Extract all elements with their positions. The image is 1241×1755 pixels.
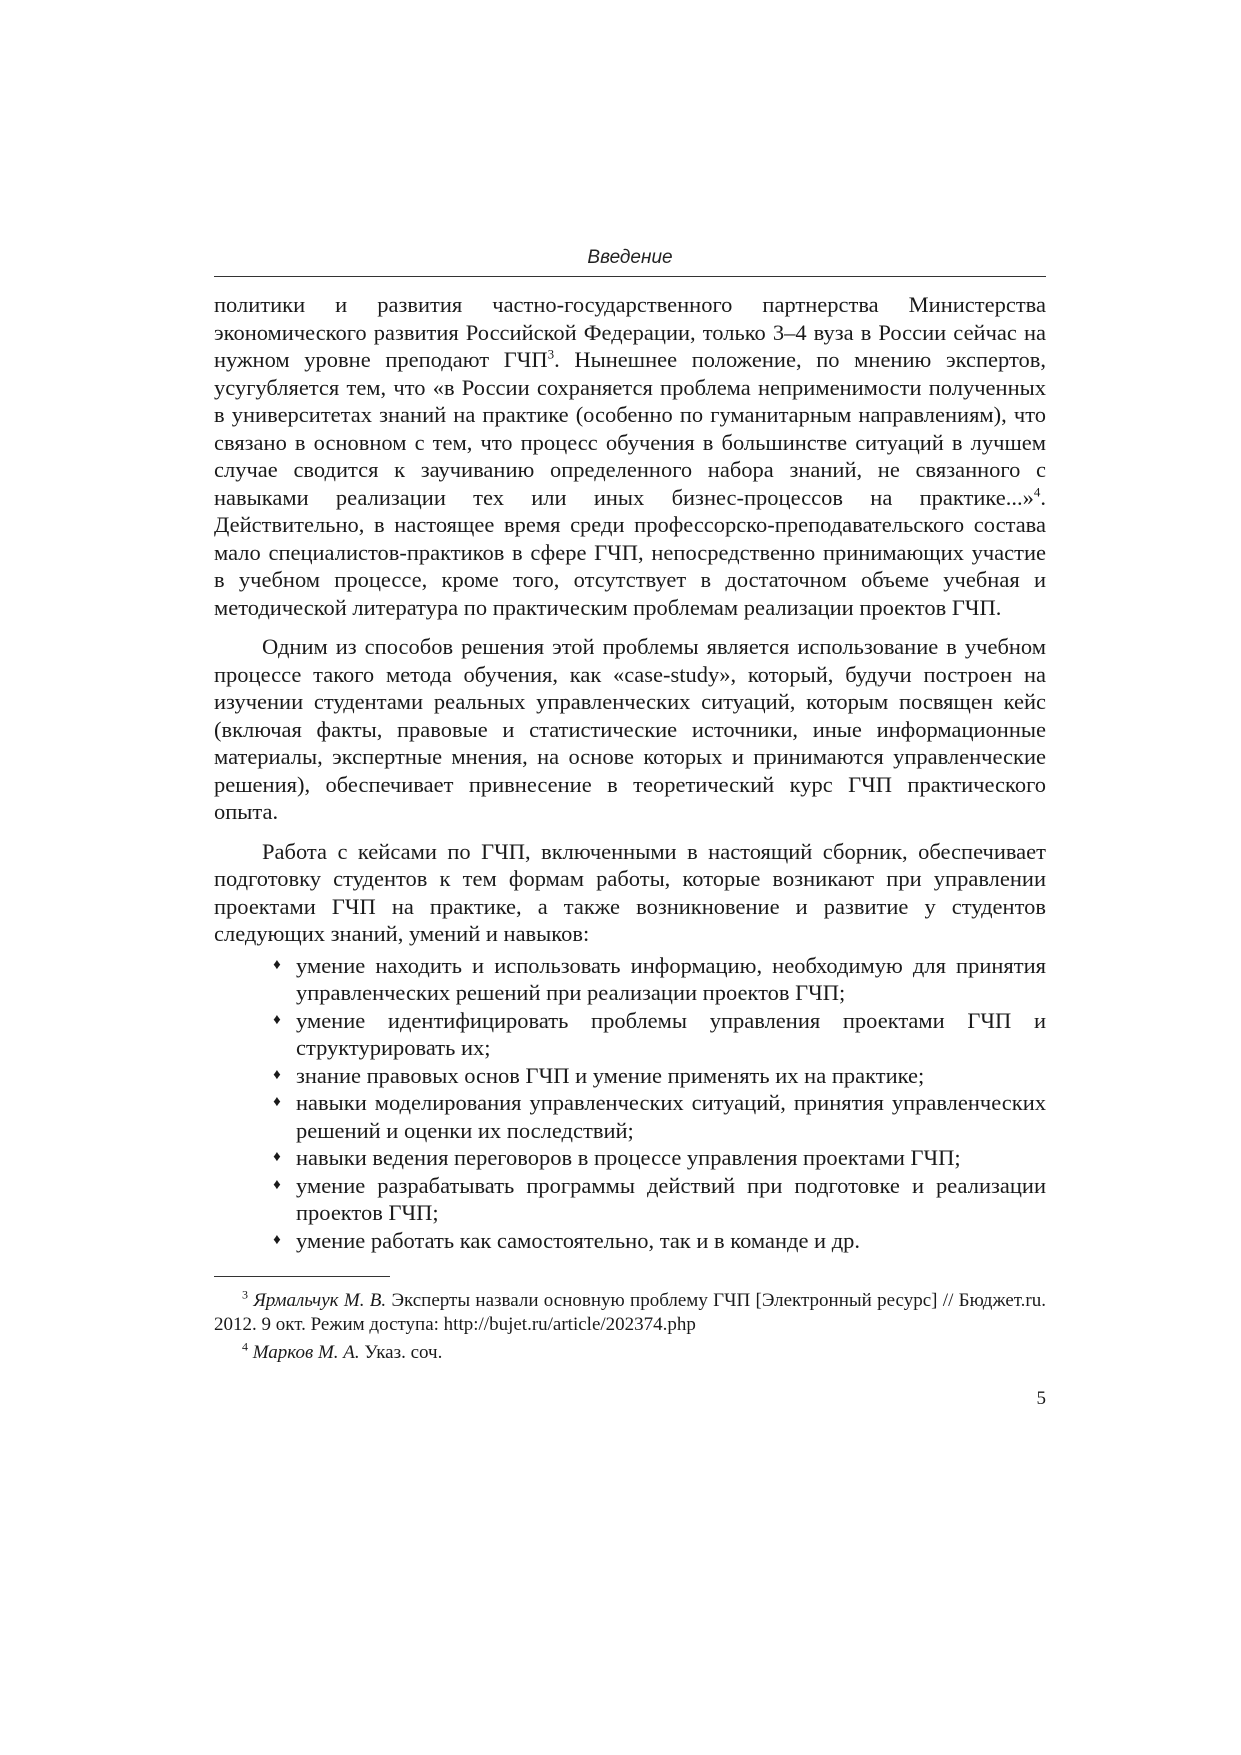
- diamond-bullet-icon: ♦: [273, 956, 281, 973]
- footnote-ref-4[interactable]: 4: [1033, 484, 1041, 499]
- diamond-bullet-icon: ♦: [273, 1066, 281, 1083]
- list-item-text: умение идентифицировать проблемы управления проектами ГЧП и структурировать их;: [296, 1007, 1046, 1060]
- footnote-ref-3[interactable]: 3: [547, 346, 555, 362]
- footnote-4: [214, 1341, 1046, 1365]
- list-item: [262, 1007, 1046, 1062]
- footnote-3: [214, 1289, 1046, 1337]
- list-item-text: умение находить и использовать информацию, необходимую для принятия управленческих решений при реализации проектов ГЧП;: [296, 952, 1046, 1005]
- diamond-bullet-icon: ♦: [273, 1231, 281, 1248]
- list-item: [262, 1089, 1046, 1144]
- list-item: [262, 952, 1046, 1007]
- footnote-mark: 3: [242, 1287, 248, 1302]
- list-item-text: умение работать как самостоятельно, так и в команде и др.: [296, 1227, 861, 1253]
- diamond-bullet-icon: ♦: [273, 1149, 281, 1165]
- paragraph-1: [214, 291, 1046, 621]
- list-item-text: знание правовых основ ГЧП и умение применять их на практике;: [296, 1062, 925, 1088]
- diamond-bullet-icon: ♦: [273, 1011, 281, 1028]
- running-head: Введение: [214, 246, 1046, 277]
- skills-list: [214, 952, 1046, 1255]
- diamond-bullet-icon: ♦: [273, 1094, 281, 1110]
- footnotes: [214, 1289, 1046, 1365]
- list-item: [262, 1227, 1046, 1255]
- list-item: [262, 1062, 1046, 1090]
- diamond-bullet-icon: ♦: [273, 1176, 281, 1193]
- footnote-text: Указ. соч.: [359, 1342, 443, 1363]
- list-item-text: навыки моделирования управленческих ситуаций, принятия управленческих решений и оценки их последствий;: [296, 1090, 1046, 1143]
- list-item-text: навыки ведения переговоров в процессе управления проектами ГЧП;: [296, 1145, 961, 1170]
- paragraph-1-part-a: политики и развития частно-государственного партнерства Министерства экономического развития Российской Федерации, только 3–4 вуза в России сейчас на нужном уровне преподают ГЧП: [214, 292, 1046, 372]
- paragraph-1-part-c: . Действительно, в настоящее время среди профессорско-преподавательского состава мало специалистов-практиков в сфере ГЧП, непосредственно принимающих участие в учебном процессе, кроме того, отсутствует в достаточном объеме учебная и методической литература по практическим проблемам реализации проектов ГЧП.: [214, 484, 1046, 620]
- page-number: 5: [1036, 1388, 1046, 1409]
- footnote-divider: [214, 1276, 390, 1277]
- main-text: [214, 291, 1046, 1254]
- paragraph-3: Работа с кейсами по ГЧП, включенными в настоящий сборник, обеспечивает подготовку студентов к тем формам работы, которые возникают при управлении проектами ГЧП на практике, а также возникновение и развитие у студентов следующих знаний, умений и навыков:: [214, 838, 1046, 946]
- footnote-text: Эксперты назвали основную проблему ГЧП [Электронный ресурс] // Бюджет.ru. 2012. 9 окт. Режим доступа: http://bujet.ru/article/202374.php: [214, 1290, 1046, 1335]
- list-item: [262, 1172, 1046, 1227]
- book-page: [214, 246, 1046, 1411]
- footnote-author: Ярмальчук М. В.: [253, 1290, 387, 1311]
- footnote-author: Марков М. А.: [252, 1342, 360, 1363]
- list-item: [262, 1144, 1046, 1172]
- paragraph-2: Одним из способов решения этой проблемы является использование в учебном процессе такого метода обучения, как «case-study», который, будучи построен на изучении студентами реальных управленческих ситуаций, которым посвящен кейс (включая факты, правовые и статистические источники, иные информационные материалы, экспертные мнения, на основе которых и принимаются управленческие решения), обеспечивает привнесение в теоретический курс ГЧП практического опыта.: [214, 634, 1046, 824]
- list-item-text: умение разрабатывать программы действий при подготовке и реализации проектов ГЧП;: [296, 1172, 1046, 1225]
- paragraph-1-part-b: . Нынешнее положение, по мнению экспертов, усугубляется тем, что «в России сохраняется проблема неприменимости полученных в университетах знаний на практике (особенно по гуманитарным направлениям), что связано в основном с тем, что процесс обучения в большинстве ситуаций в лучшем случае сводится к заучиванию определенного набора знаний, не связанного с навыками реализации тех или иных бизнес-процессов на практике...»: [214, 347, 1046, 510]
- footnote-mark: 4: [242, 1339, 248, 1354]
